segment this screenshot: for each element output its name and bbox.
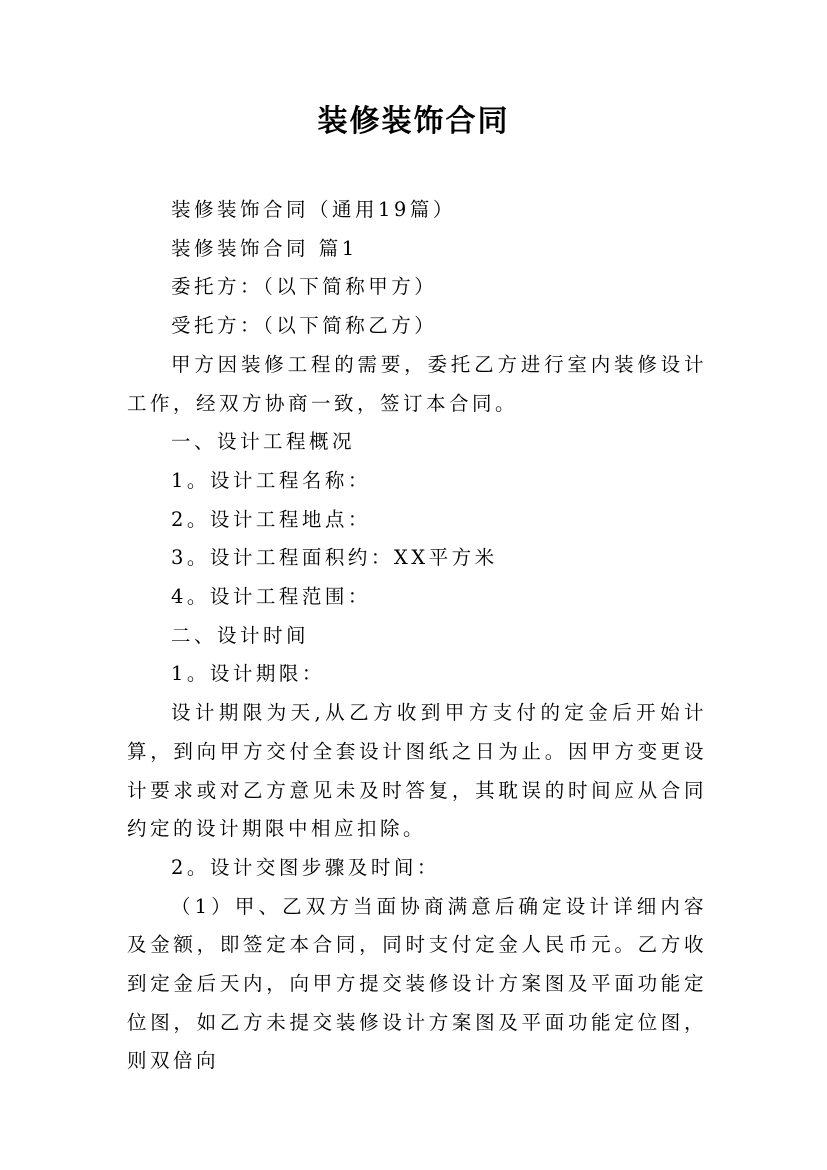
paragraph-client: 委托方：（以下简称甲方）: [171, 275, 438, 299]
paragraph-item-area: 3。设计工程面积约：XX平方米: [171, 546, 498, 570]
paragraph-item-scope: 4。设计工程范围：: [171, 585, 371, 609]
document-body: [127, 191, 707, 1081]
paragraph-item-name: 1。设计工程名称：: [171, 468, 371, 492]
paragraph-subtitle: 装修装饰合同（通用19篇）: [171, 198, 456, 221]
paragraph-item-period: 1。设计期限：: [171, 662, 325, 686]
paragraph-contractor: 受托方：（以下简称乙方）: [171, 314, 438, 338]
paragraph-intro: 甲方因装修工程的需要，委托乙方进行室内装修设计工作，经双方协商一致，签订本合同。: [127, 352, 707, 415]
paragraph-section-heading: 装修装饰合同 篇1: [171, 236, 358, 260]
paragraph-period-detail: 设计期限为天,从乙方收到甲方支付的定金后开始计算，到向甲方交付全套设计图纸之日为止。因甲方变更设计要求或对乙方意见未及时答复，其耽误的时间应从合同约定的设计期限中相应扣除。: [127, 701, 707, 841]
document-title: 装修装饰合同: [317, 104, 510, 139]
paragraph-step-1: （1）甲、乙双方当面协商满意后确定设计详细内容及金额，即签定本合同，同时支付定金人民币元。乙方收到定金后天内，向甲方提交装修设计方案图及平面功能定位图，如乙方未提交装修设计方案图及平面功能定位图，则双倍向: [127, 894, 707, 1073]
paragraph-item-steps: 2。设计交图步骤及时间：: [171, 855, 440, 879]
paragraph-heading-overview: 一、设计工程概况: [171, 430, 356, 454]
paragraph-heading-time: 二、设计时间: [171, 623, 310, 647]
paragraph-item-location: 2。设计工程地点：: [171, 507, 371, 531]
